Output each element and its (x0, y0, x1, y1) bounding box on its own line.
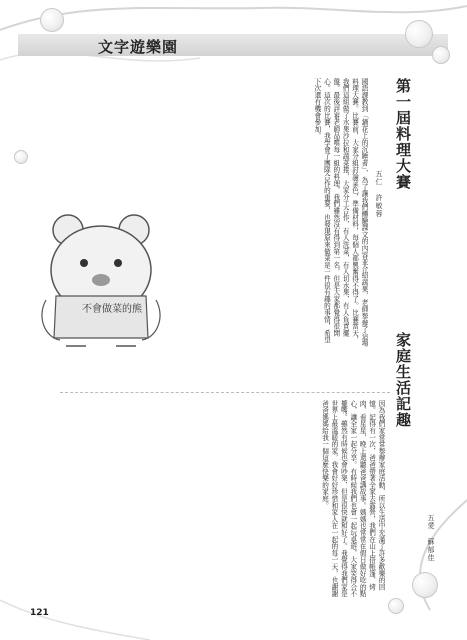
article-divider (60, 392, 390, 393)
article1-author: 五仁 許敏蓉 (375, 170, 383, 218)
bear-illustration (36, 208, 166, 358)
bubble-decoration (40, 8, 64, 32)
section-header-band (18, 34, 448, 56)
article2-author: 五愛 蘇郁佳 (427, 514, 435, 562)
bear-caption: 不會做菜的熊 (82, 304, 142, 315)
article2-title: 家庭生活記趣 (394, 332, 412, 428)
page-number: 121 (30, 608, 49, 618)
section-title: 文字遊樂園 (98, 38, 179, 56)
bubble-decoration (432, 46, 450, 64)
bubble-decoration (14, 150, 28, 164)
bubble-decoration (388, 598, 404, 614)
bubble-decoration (405, 20, 433, 48)
bubble-decoration (412, 572, 438, 598)
article2-body: 因為我們家常常舉辦家庭活動，所以生活中充滿了許多歡樂的回憶。記得有一次，爸爸帶著全家去露營，我們在山上搭帳篷、烤肉、看星星，晚上還聽爸爸講故事。媽媽也常常在假日做好吃的點心，讓全家一起分享。有時候我們也會一起玩桌遊，大家笑得合不攏嘴。雖然有時候也會吵架，但是很快就和好了。我覺得我們家是世界上最溫暖的家，我會好好珍惜和家人在一起的每一天，也謝謝爸爸媽媽給我一個這麼快樂的家庭。 (320, 400, 385, 598)
article1-body: 國語課教到「鍋花上的沉睡者」，為了讓我們體驗課文的內容並介紹蔬果，老師舉辦了這場料理大賽。比賽前，大家分組討論菜色，準備材料，每個人都興奮得不得了。比賽當天，我們這組做了水果沙拉和蔬菜捲，大家分工合作，有人洗菜，有人切水果，有人負責擺盤。最後評審老師品嚐每一組的料理，我們雖然沒有得到第一名，但是大家都覺得很開心。這次的比賽，我學會了團隊合作的重要，也發現原來做菜是一件很有趣的事情，希望下次還有機會參加。 (312, 78, 368, 347)
article1-title: 第一屆料理大賽 (394, 78, 412, 190)
